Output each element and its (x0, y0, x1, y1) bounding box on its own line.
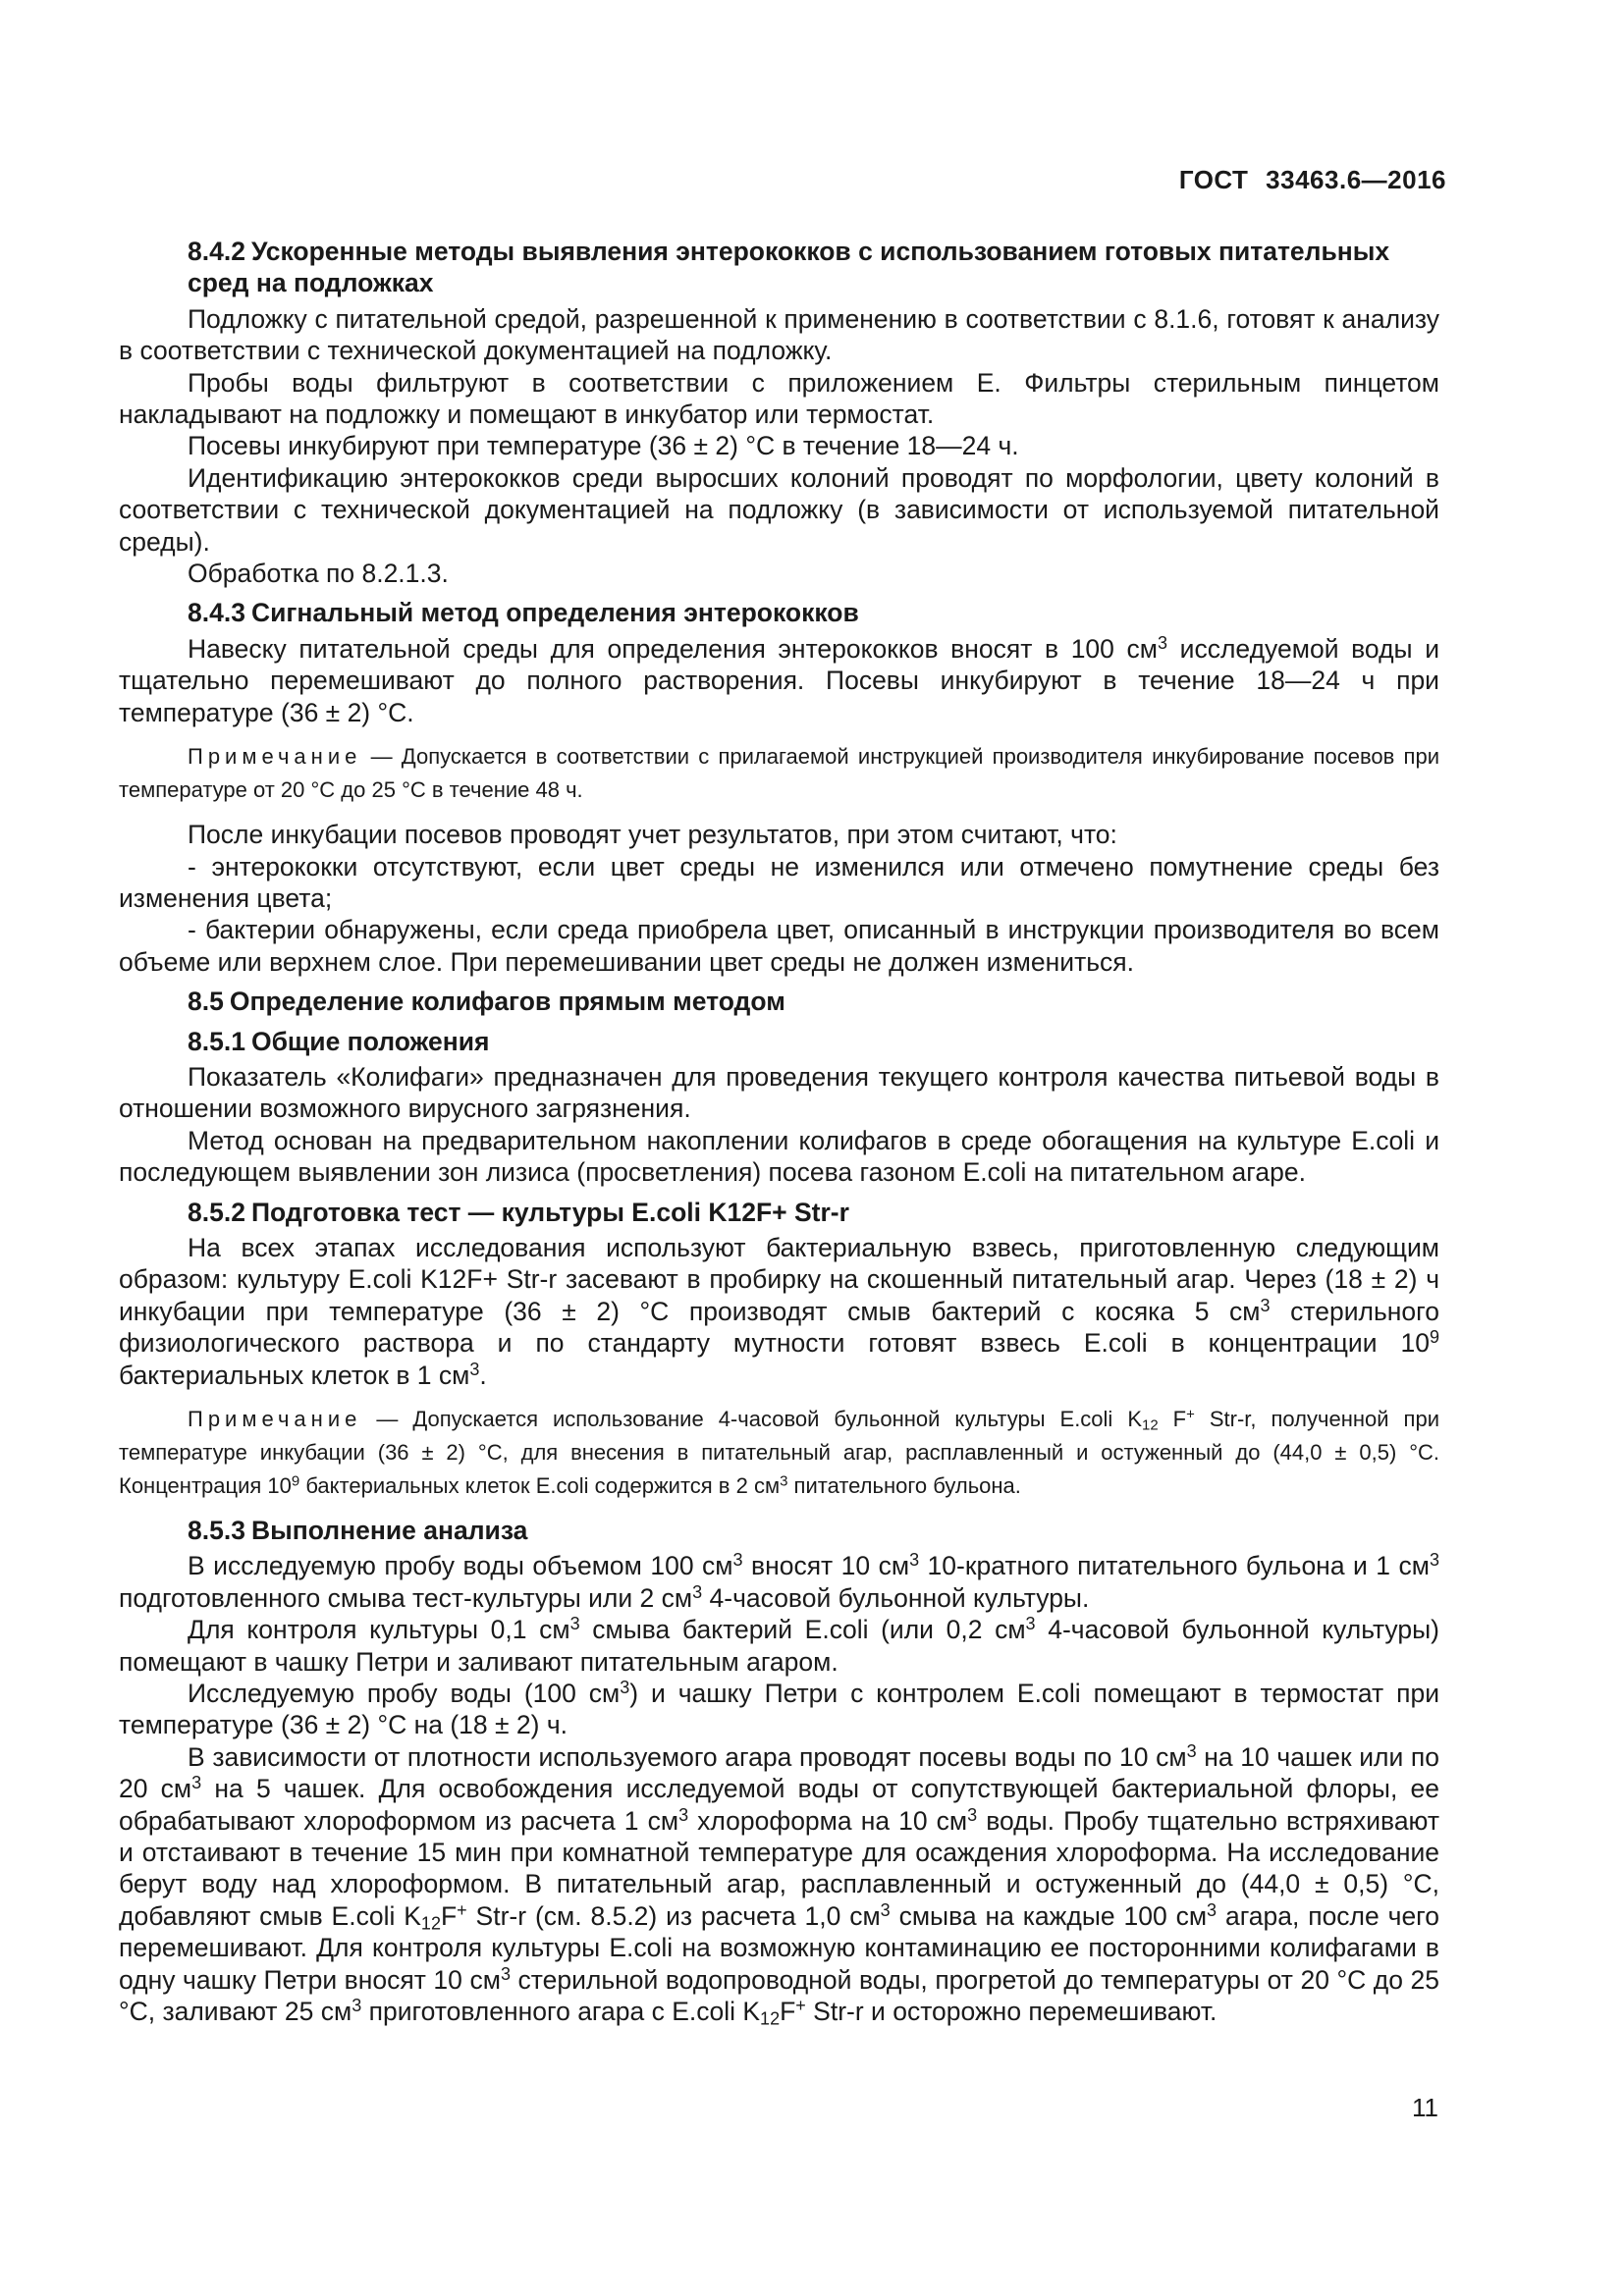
section-number: 8.4.3 (188, 598, 245, 628)
paragraph: Пробы воды фильтруют в соответствии с приложением Е. Фильтры стерильным пинцетом накладывают на подложку и помещают в инкубатор или термостат. (119, 367, 1439, 430)
paragraph: После инкубации посевов проводят учет результатов, при этом считают, что: (188, 820, 1117, 850)
section-title: Ускоренные методы выявления энтерококков с использованием готовых питательных сред на подложках (188, 237, 1390, 298)
paragraph: На всех этапах исследования используют бактериальную взвесь, приготовленную следующим образом: культуру E.coli K12F+ Str-r засевают в пробирку на скошенный питательный агар. Через (18 ± 2) ч инкубации при температуре (36 ± 2) °С производят смыв бактерий с косяка 5 $см^3$ стерильного физиологического раствора и по стандарту мутности готовят взвесь E.coli в концентрации $10^9$ бактериальных клеток в 1 $см^3$. (119, 1232, 1439, 1390)
paragraph: Показатель «Колифаги» предназначен для проведения текущего контроля качества питьевой воды в отношении возможного вирусного загрязнения. (119, 1061, 1439, 1124)
section-title: Общие положения (250, 1026, 490, 1056)
paragraph: Посевы инкубируют при температуре (36 ± 2) °С в течение 18—24 ч. (188, 431, 1019, 461)
section-title: Подготовка тест — культуры E.coli K12F+ Str-r (250, 1197, 849, 1227)
section-heading-843 (119, 597, 1439, 628)
note-label: Примечание (188, 744, 362, 770)
paragraph: Для контроля культуры 0,1 $см^3$ смыва бактерий E.coli (или 0,2 $см^3$ 4-часовой бульонной культуры) помещают в чашку Петри и заливают питательным агаром. (119, 1614, 1439, 1677)
paragraph: Исследуемую пробу воды (100 $см^3$) и чашку Петри с контролем E.coli помещают в термостат при температуре (36 ± 2) °С на (18 ± 2) ч. (119, 1678, 1439, 1740)
section-heading-853 (119, 1515, 1439, 1546)
paragraph: Идентификацию энтерококков среди выросших колоний проводят по морфологии, цвету колоний в соответствии с технической документацией на подложку (в зависимости от используемой питательной среды). (119, 462, 1439, 557)
section-number: 8.4.2 (188, 237, 245, 266)
note: Примечание — Допускается в соответствии с прилагаемой инструкцией производителя инкубирование посевов при температуре от 20 °С до 25 °С в течение 48 ч. (119, 744, 1439, 803)
document-body (119, 228, 1439, 2028)
section-number: 8.5.1 (188, 1026, 245, 1056)
standard-header: ГОСТ 33463.6—2016 (1178, 165, 1446, 194)
paragraph: Обработка по 8.2.1.3. (188, 559, 449, 589)
section-title: Определение колифагов прямым методом (229, 987, 785, 1017)
paragraph: Метод основан на предварительном накоплении колифагов в среде обогащения на культуре E.coli и последующем выявлении зон лизиса (просветления) посева газоном E.coli на питательном агаре. (119, 1125, 1439, 1188)
paragraph: Навеску питательной среды для определения энтерококков вносят в 100 $см^3$ исследуемой воды и тщательно перемешивают до полного растворения. Посевы инкубируют в течение 18—24 ч при температуре (36 ± 2) °С. (119, 632, 1440, 727)
paragraph: В зависимости от плотности используемого агара проводят посевы воды по 10 $см^3$ на 10 чашек или по 20 $см^3$ на 5 чашек. Для освобождения исследуемой воды от сопутствующей бактериальной флоры, ее обрабатывают хлороформом из расчета 1 $см^3$ хлороформа на 10 $см^3$ воды. Пробу тщательно встряхивают и отстаивают в течение 15 мин при комнатной температуре для осаждения хлороформа. На исследование берут воду над хлороформом. В питательный агар, расплавленный и остуженный до (44,0 ± 0,5) °С, добавляют смыв E.coli $K_{12}F^+$ Str-r (см. 8.5.2) из расчета 1,0 $см^3$ смыва на каждые 100 $см^3$ агара, после чего перемешивают. Для контроля культуры E.coli на возможную контаминацию ее посторонними колифагами в одну чашку Петри вносят 10 $см^3$ стерильной водопроводной воды, прогретой до температуры от 20 °С до 25 °С, заливают 25 $см^3$ приготовленного агара с E.coli $K_{12}F^+$ Str-r и осторожно перемешивают. (119, 1740, 1439, 2029)
section-heading-852 (119, 1197, 1439, 1228)
section-number: 8.5.3 (188, 1516, 245, 1545)
section-number: 8.5.2 (188, 1197, 245, 1227)
section-heading-851 (119, 1026, 1439, 1057)
list-item: - бактерии обнаружены, если среда приобрела цвет, описанный в инструкции производителя во всем объеме или верхнем слое. При перемешивании цвет среды не должен измениться. (119, 915, 1439, 977)
page-number: 11 (1412, 2093, 1438, 2122)
section-title: Сигнальный метод определения энтерококков (250, 598, 859, 628)
note: Примечание — Допускается использование 4-часовой бульонной культуры E.coli $K_{12}$ F+ Str-r, полученной при температуре инкубации (36 ± 2) °С, для внесения в питательный агар, расплавленный и остуженный до (44,0 ± 0,5) °С. Концентрация $10^9$ бактериальных клеток E.coli содержится в 2 $см^3$ питательного бульона. (119, 1406, 1439, 1498)
list-item: - энтерококки отсутствуют, если цвет среды не изменился или отмечено помутнение среды без изменения цвета; (119, 851, 1439, 913)
section-heading-842 (119, 236, 1439, 299)
note-label: Примечание (188, 1407, 362, 1431)
section-number: 8.5 (188, 987, 224, 1017)
section-heading-85 (119, 986, 1439, 1017)
paragraph: Подложку с питательной средой, разрешенной к применению в соответствии с 8.1.6, готовят к анализу в соответствии с технической документацией на подложку. (119, 303, 1439, 366)
paragraph: В исследуемую пробу воды объемом 100 $см^3$ вносят 10 $см^3$ 10-кратного питательного бульона и 1 $см^3$ подготовленного смыва тест-культуры или 2 $см^3$ 4-часовой бульонной культуры. (119, 1550, 1439, 1613)
section-title: Выполнение анализа (250, 1516, 528, 1545)
